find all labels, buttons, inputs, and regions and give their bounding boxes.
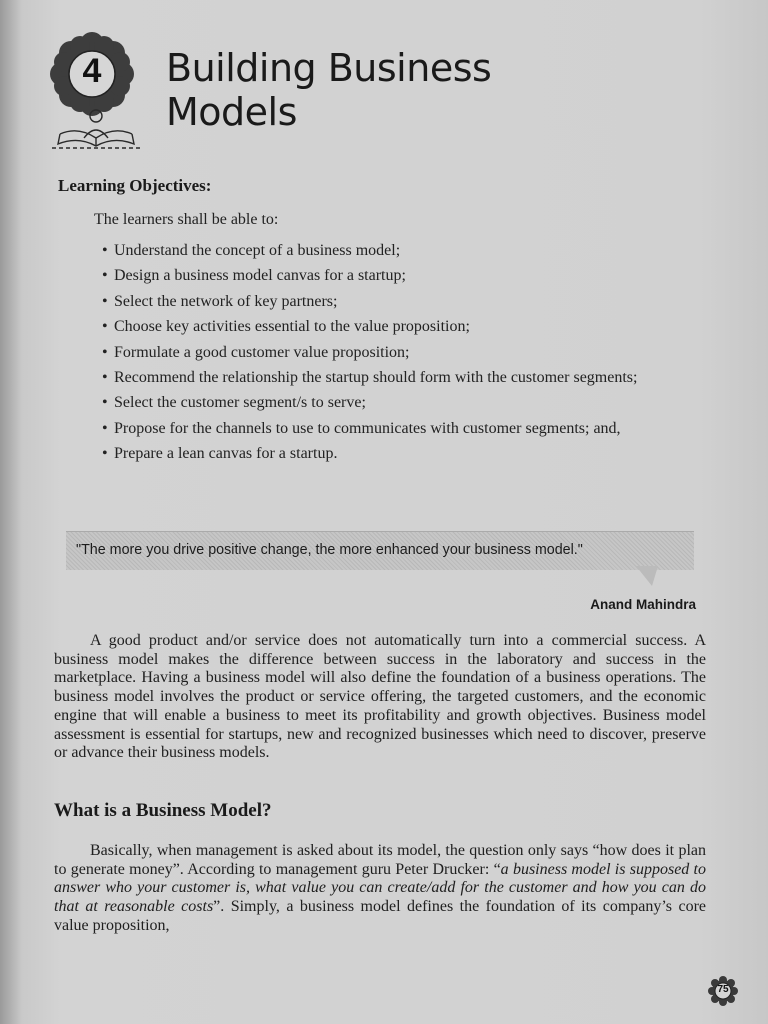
- paragraph-text-start: Basically, when management is asked about its model, the question only says “how does it plan to generate money”. According to management guru Peter Drucker: “: [54, 842, 706, 878]
- definition-paragraph: [54, 842, 706, 936]
- intro-paragraph: A good product and/or service does not automatically turn into a commercial success. A business model makes the difference between success in the laboratory and success in the marketplace. Having a business model will also define the foundation of a business operations. The business model involves the product or service offering, the targeted customers, and the economic engine that will enable a business to meet its profitability and growth objectives. Business model assessment is essential for startups, new and recognized businesses which need to discover, preserve or advance their business models.: [54, 632, 706, 762]
- chapter-title-line1: Building Business: [166, 46, 492, 90]
- chapter-title-line2: Models: [166, 90, 297, 134]
- list-item: • Prepare a lean canvas for a startup.: [102, 445, 710, 463]
- section-heading: What is a Business Model?: [54, 800, 272, 821]
- page-number-badge: [708, 976, 738, 1006]
- quote-author: Anand Mahindra: [590, 597, 696, 612]
- learning-objectives-heading: Learning Objectives:: [58, 176, 212, 195]
- chapter-number: 4: [82, 52, 102, 90]
- drucker-quote: a business model is supposed to answer who your customer is, what value you can create/add for the customer and how you can do that at reasonable costs: [54, 860, 706, 916]
- list-item: • Choose key activities essential to the value proposition;: [102, 318, 710, 336]
- list-item: • Propose for the channels to use to communicates with customer segments; and,: [102, 420, 710, 438]
- reader-with-book-icon: [50, 108, 142, 152]
- paragraph-text-end: ”. Simply, a business model defines the foundation of its company’s core value proposition,: [54, 898, 707, 934]
- learning-objectives-list: [102, 242, 710, 471]
- list-item: • Recommend the relationship the startup should form with the customer segments;: [102, 369, 710, 387]
- page-number: 75: [717, 984, 729, 995]
- list-item: • Select the network of key partners;: [102, 293, 710, 311]
- list-item: • Design a business model canvas for a startup;: [102, 267, 710, 285]
- quote-callout: [66, 531, 694, 570]
- chapter-title: [166, 46, 491, 134]
- list-item: • Formulate a good customer value proposition;: [102, 344, 710, 362]
- chapter-badge: [48, 30, 136, 118]
- speech-tail-icon: [636, 566, 658, 588]
- quote-text: "The more you drive positive change, the more enhanced your business model.": [76, 542, 583, 558]
- learning-objectives-intro: The learners shall be able to:: [94, 211, 279, 228]
- list-item: • Select the customer segment/s to serve;: [102, 394, 710, 412]
- list-item: • Understand the concept of a business model;: [102, 242, 710, 260]
